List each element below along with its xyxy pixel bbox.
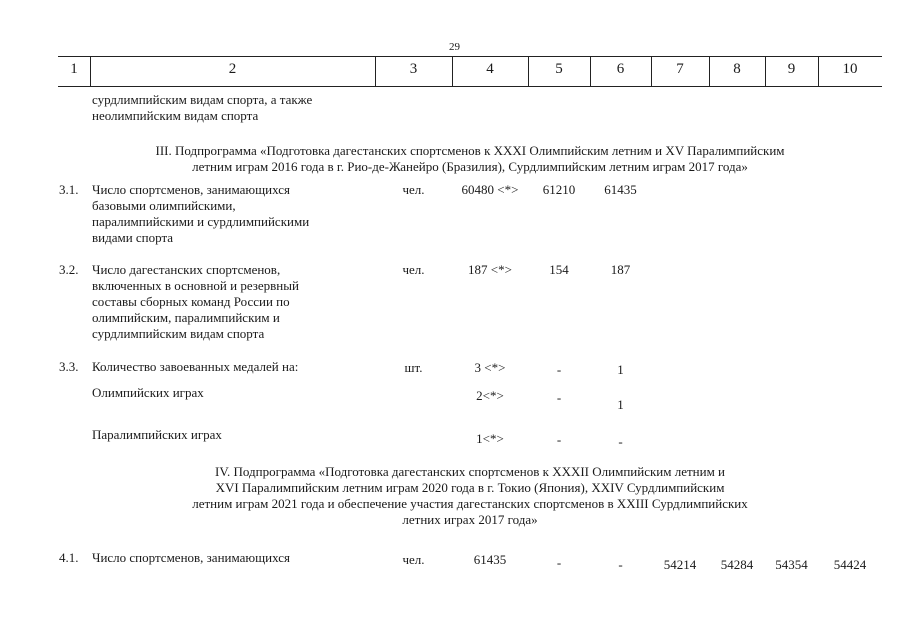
section-4-title-line: XVI Паралимпийским летним играм 2020 года в г. Токио (Япония), XXIV Сурдлимпийским bbox=[215, 480, 725, 495]
row-unit: чел. bbox=[402, 262, 425, 277]
row-name-line: составы сборных команд России по bbox=[92, 294, 290, 309]
section-3-title-line: летним играм 2016 года в г. Рио-де-Жанейро (Бразилия), Сурдлимпийским летним играм 2017 года» bbox=[192, 159, 748, 174]
row-value-col5: - bbox=[556, 362, 562, 377]
header-col-2: 2 bbox=[228, 61, 237, 77]
row-value-col6: 61435 bbox=[604, 182, 637, 197]
header-col-1: 1 bbox=[70, 61, 78, 77]
subrow-value-col5: - bbox=[556, 432, 562, 447]
row-unit: шт. bbox=[404, 360, 423, 375]
row-number: 3.1. bbox=[59, 182, 79, 197]
section-3-title-line: III. Подпрограмма «Подготовка дагестанских спортсменов к XXXI Олимпийским летним и XV Паралимпийским bbox=[155, 143, 785, 158]
section-4-title-line: летним играм 2021 года и обеспечение участия дагестанских спортсменов в XXIII Сурдлимпийских bbox=[192, 496, 748, 511]
row-unit: чел. bbox=[402, 182, 425, 197]
row-value-col5: - bbox=[556, 555, 562, 570]
row-value-col10: 54424 bbox=[833, 557, 867, 572]
row-name-line: сурдлимпийским видам спорта bbox=[92, 326, 265, 341]
header-bottom-rule bbox=[58, 86, 882, 87]
subrow-value-col4: 2<*> bbox=[476, 388, 504, 403]
row-value-col6: 1 bbox=[617, 362, 624, 377]
row-name-line: паралимпийскими и сурдлимпийскими bbox=[92, 214, 310, 229]
row-name-line: видами спорта bbox=[92, 230, 174, 245]
header-col-6: 6 bbox=[616, 61, 625, 77]
row-number: 3.2. bbox=[59, 262, 79, 277]
row-value-col4: 60480 <*> bbox=[461, 182, 519, 197]
subrow-value-col6: 1 bbox=[617, 397, 624, 412]
row-name-line: базовыми олимпийскими, bbox=[92, 198, 236, 213]
row-value-col8: 54284 bbox=[720, 557, 754, 572]
row-value-col5: 154 bbox=[549, 262, 569, 277]
row-value-col7: 54214 bbox=[663, 557, 697, 572]
row-value-col4: 3 <*> bbox=[474, 360, 506, 375]
subrow-value-col5: - bbox=[556, 390, 562, 405]
subrow-value-col6: - bbox=[618, 434, 623, 449]
page-number: 29 bbox=[449, 41, 460, 53]
row-name-line: включенных в основной и резервный bbox=[92, 278, 299, 293]
section-4-title-line: IV. Подпрограмма «Подготовка дагестанских спортсменов к XXXII Олимпийским летним и bbox=[214, 464, 725, 479]
row-value-col5: 61210 bbox=[542, 182, 576, 197]
subrow-value-col4: 1<*> bbox=[476, 431, 504, 446]
header-col-10: 10 bbox=[842, 61, 858, 77]
row-value-col4: 61435 bbox=[473, 552, 507, 567]
subrow-name: Паралимпийских играх bbox=[92, 427, 222, 442]
header-col-7: 7 bbox=[676, 61, 684, 77]
row-value-col9: 54354 bbox=[775, 557, 808, 572]
row-unit: чел. bbox=[402, 552, 425, 567]
header-col-5: 5 bbox=[555, 61, 563, 77]
continuation-line: неолимпийским видам спорта bbox=[92, 108, 259, 123]
section-4-title-line: летних играх 2017 года» bbox=[402, 512, 538, 527]
row-value-col6: 187 bbox=[610, 262, 631, 277]
row-name-line: Число спортсменов, занимающихся bbox=[92, 550, 290, 565]
header-col-8: 8 bbox=[733, 61, 741, 77]
header-col-4: 4 bbox=[486, 61, 494, 77]
subrow-name: Олимпийских играх bbox=[92, 385, 204, 400]
row-name-line: олимпийским, паралимпийским и bbox=[92, 310, 280, 325]
row-name-line: Число спортсменов, занимающихся bbox=[92, 182, 290, 197]
row-value-col4: 187 <*> bbox=[468, 262, 512, 277]
row-name-line: Число дагестанских спортсменов, bbox=[92, 262, 281, 277]
row-number: 4.1. bbox=[59, 550, 79, 565]
row-value-col6: - bbox=[618, 557, 623, 572]
header-col-3: 3 bbox=[409, 61, 418, 77]
row-number: 3.3. bbox=[59, 359, 79, 374]
header-col-9: 9 bbox=[787, 61, 796, 77]
row-name-line: Количество завоеванных медалей на: bbox=[92, 359, 299, 374]
continuation-line: сурдлимпийским видам спорта, а также bbox=[92, 92, 313, 107]
header-top-rule bbox=[58, 56, 882, 57]
